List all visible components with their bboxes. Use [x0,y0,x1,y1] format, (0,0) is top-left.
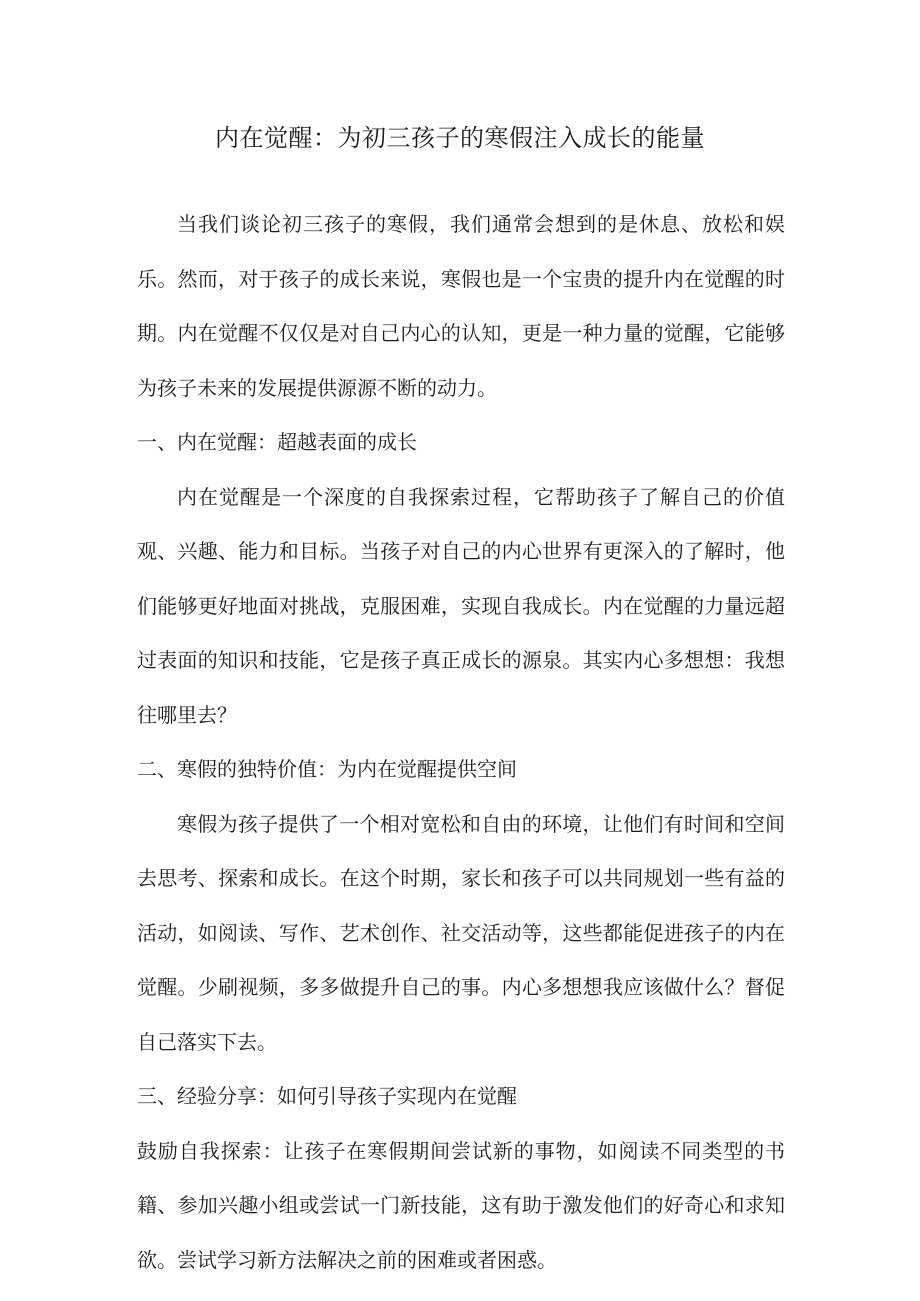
document-body [137,197,785,1287]
section-1-paragraph: 内在觉醒是一个深度的自我探索过程，它帮助孩子了解自己的价值观、兴趣、能力和目标。当孩子对自己的内心世界有更深入的了解时，他们能够更好地面对挑战，克服困难，实现自我成长。内在觉醒的力量远超过表面的知识和技能，它是孩子真正成长的源泉。其实内心多想想：我想往哪里去？ [137,484,785,727]
section-1-heading: 一、内在觉醒：超越表面的成长 [137,430,417,454]
intro-paragraph: 当我们谈论初三孩子的寒假，我们通常会想到的是休息、放松和娱乐。然而，对于孩子的成长来说，寒假也是一个宝贵的提升内在觉醒的时期。内在觉醒不仅仅是对自己内心的认知，更是一种力量的觉醒，它能够为孩子未来的发展提供源源不断的动力。 [137,212,785,400]
section-3-heading: 三、经验分享：如何引导孩子实现内在觉醒 [137,1084,517,1108]
document-title: 内在觉醒：为初三孩子的寒假注入成长的能量 [215,124,705,152]
section-2-paragraph: 寒假为孩子提供了一个相对宽松和自由的环境，让他们有时间和空间去思考、探索和成长。在这个时期，家长和孩子可以共同规划一些有益的活动，如阅读、写作、艺术创作、社交活动等，这些都能促进孩子的内在觉醒。少刷视频，多多做提升自己的事。内心多想想我应该做什么？督促自己落实下去。 [137,811,785,1054]
section-2-heading: 二、寒假的独特价值：为内在觉醒提供空间 [137,757,517,781]
section-3-paragraph: 鼓励自我探索：让孩子在寒假期间尝试新的事物，如阅读不同类型的书籍、参加兴趣小组或尝试一门新技能，这有助于激发他们的好奇心和求知欲。尝试学习新方法解决之前的困难或者困惑。 [137,1138,785,1272]
